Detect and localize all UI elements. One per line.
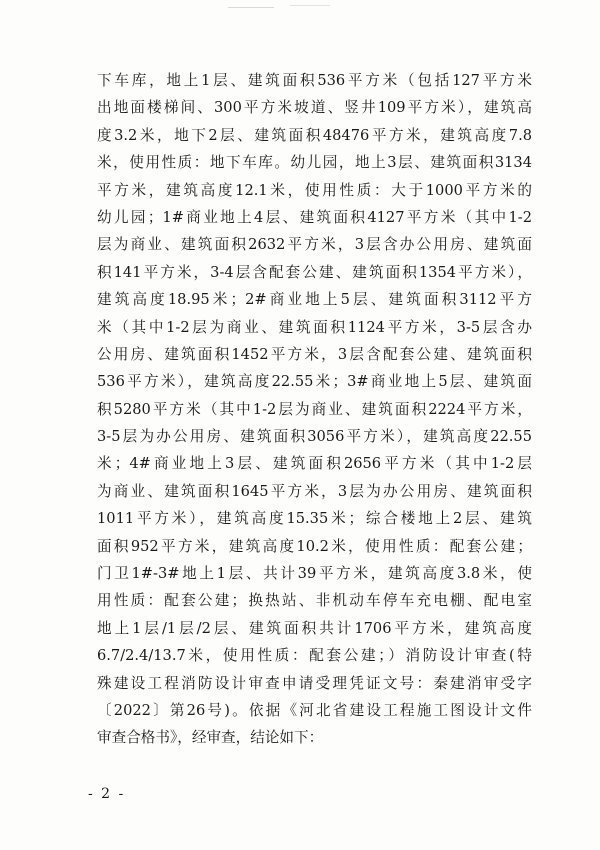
scan-edge-mark: [290, 0, 330, 6]
text-line: 为商业、建筑面积1645平方米，3层为办公用房、建筑面积: [97, 482, 532, 500]
text-line: 〔2022〕第26号)。依据《河北省建设工程施工图设计文件: [97, 701, 532, 719]
text-line: 1011平方米），建筑高度15.35米；综合楼地上2层、建筑: [97, 510, 532, 528]
text-line: 积5280平方米（其中1-2层为商业、建筑面积2224平方米，: [97, 400, 532, 418]
text-line: 536平方米），建筑高度22.55米；3#商业地上5层、建筑面: [97, 373, 532, 391]
text-line: 积141平方米，3-4层含配套公建、建筑面积1354平方米），: [97, 263, 532, 281]
text-line: 审查合格书》，经审查，结论如下：: [97, 729, 324, 747]
text-line: 殊建设工程消防设计审查申请受理凭证文号：秦建消审受字: [97, 674, 532, 692]
text-line: 米；4#商业地上3层、建筑面积2656平方米（其中1-2层: [97, 455, 532, 473]
text-line: 门卫1#-3#地上1层、共计39平方米，建筑高度3.8米，使: [97, 565, 532, 583]
text-line: 公用房、建筑面积1452平方米，3层含配套公建、建筑面积: [97, 345, 532, 363]
text-line: 用性质：配套公建；换热站、非机动车停车充电棚、配电室: [97, 592, 532, 610]
text-line: 3-5层为办公用房、建筑面积3056平方米），建筑高度22.55: [97, 428, 532, 446]
text-line: 面积952平方米，建筑高度10.2米，使用性质：配套公建；: [97, 537, 532, 555]
text-line: 出地面楼梯间、300平方米坡道、竖井109平方米），建筑高: [97, 99, 532, 117]
text-line: 下车库，地上1层、建筑面积536平方米（包括127平方米: [97, 72, 532, 89]
text-line: 度3.2米，地下2层、建筑面积48476平方米，建筑高度7.8: [97, 126, 532, 144]
text-line: 层为商业、建筑面积2632平方米，3层含办公用房、建筑面: [97, 236, 532, 254]
text-line: 6.7/2.4/13.7米，使用性质：配套公建；）消防设计审查(特: [97, 647, 532, 665]
text-line: 幼儿园；1#商业地上4层、建筑面积4127平方米（其中1-2: [97, 208, 532, 226]
text-line: 米（其中1-2层为商业、建筑面积1124平方米，3-5层含办: [97, 318, 532, 336]
text-line: 平方米，建筑高度12.1米，使用性质：大于1000平方米的: [97, 181, 532, 199]
page-number: - 2 -: [88, 786, 126, 802]
text-line: 地上1层/1层/2层、建筑面积共计1706平方米，建筑高度: [97, 619, 532, 637]
text-line: 米，使用性质：地下车库。幼儿园，地上3层、建筑面积3134: [97, 154, 532, 172]
scan-edge-mark: [228, 0, 274, 8]
text-line: 建筑高度18.95米；2#商业地上5层、建筑面积3112平方: [97, 291, 532, 309]
body-paragraph: [97, 67, 532, 752]
